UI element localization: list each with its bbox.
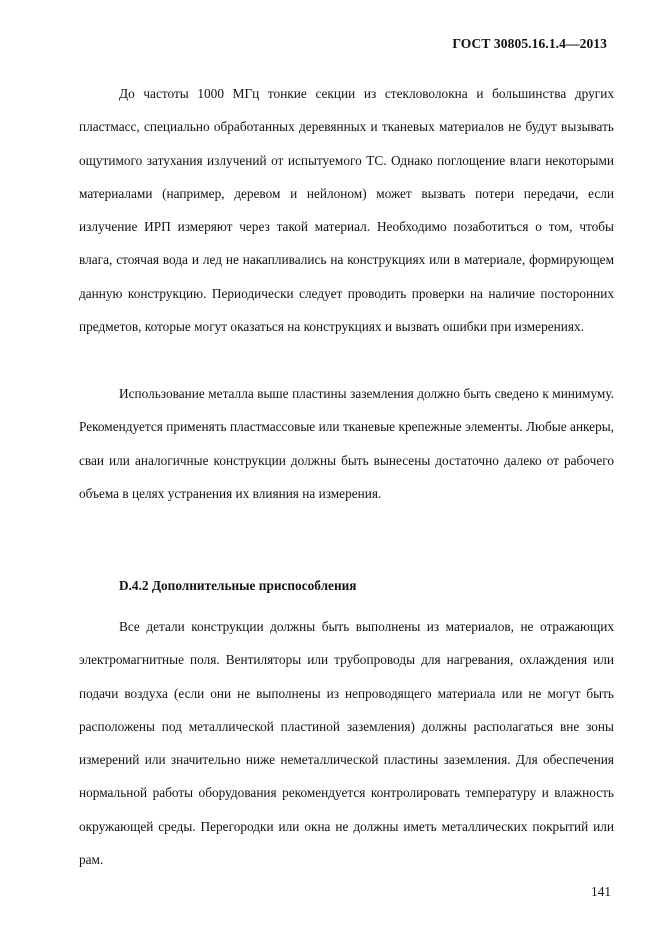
page-number: 141 xyxy=(591,884,611,899)
paragraph-text: Использование металла выше пластины заземления должно быть сведено к минимуму. Рекомендуется применять пластмассовые или тканевые крепежные элементы. Любые анкеры, сваи или аналогичные конструкции должны быть вынесены достаточно далеко от рабочего объема в целях устранения их влияния на измерения. xyxy=(79,386,614,501)
paragraph-text: Все детали конструкции должны быть выполнены из материалов, не отражающих электромагнитные поля. Вентиляторы или трубопроводы для нагревания, охлаждения или подачи воздуха (если они не выполнены из непроводящего материала или не могут быть расположены под металлической пластиной заземления) должны располагаться вне зоны измерений или значительно ниже неметаллической пластины заземления. Для обеспечения нормальной работы оборудования рекомендуется контролировать температуру и влажность окружающей среды. Перегородки или окна не должны иметь металлических покрытий или рам. xyxy=(79,619,614,868)
paragraph-text: До частоты 1000 МГц тонкие секции из стекловолокна и большинства других пластмасс, специально обработанных деревянных и тканевых материалов не будут вызывать ощутимого затухания излучений от испытуемого ТС. Однако поглощение влаги некоторыми материалами (например, деревом и нейлоном) может вызвать потери передачи, если излучение ИРП измеряют через такой материал. Необходимо позаботиться о том, чтобы влага, стоячая вода и лед не накапливались на конструкциях или в материале, формирующем данную конструкцию. Периодически следует проводить проверки на наличие посторонних предметов, которые могут оказаться на конструкциях и вызвать ошибки при измерениях. xyxy=(79,86,614,335)
document-header-standard-code: ГОСТ 30805.16.1.4—2013 xyxy=(452,36,607,51)
paragraph-construction-details xyxy=(79,610,614,876)
paragraph-metal-usage xyxy=(79,377,614,510)
section-heading: D.4.2 Дополнительные приспособления xyxy=(119,578,357,593)
paragraph-radiation-attenuation xyxy=(79,77,614,343)
